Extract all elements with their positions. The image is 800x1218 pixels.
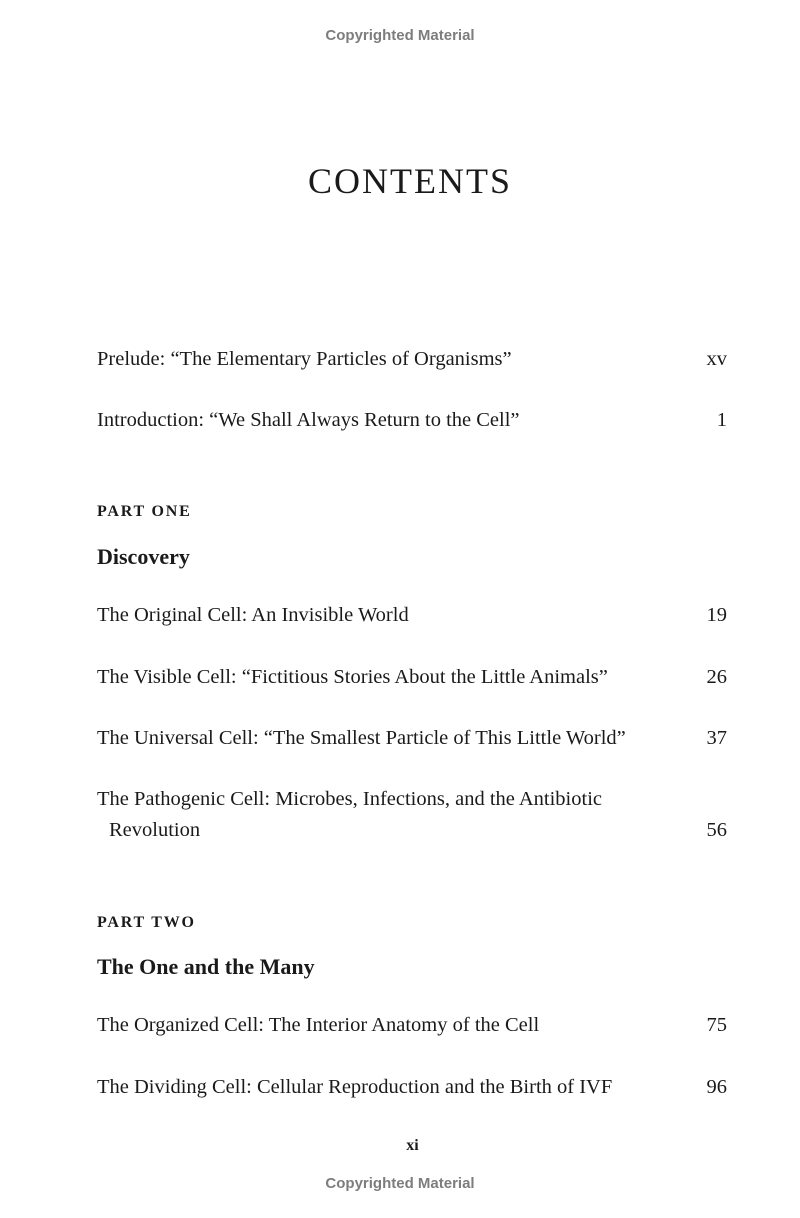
toc-entry-organized-cell[interactable] [97, 1010, 727, 1041]
toc-entry-title: Prelude: “The Elementary Particles of Organisms” [97, 348, 512, 370]
toc-entry-universal-cell[interactable] [97, 723, 727, 754]
toc-entry-page: 56 [706, 819, 727, 841]
part-two-label: PART TWO [97, 914, 196, 931]
part-two-title: The One and the Many [97, 954, 315, 979]
toc-entry-page: 96 [706, 1076, 727, 1098]
toc-entry-title: Introduction: “We Shall Always Return to the Cell” [97, 409, 520, 431]
copyright-watermark-top: Copyrighted Material [325, 27, 475, 44]
toc-entry-title: The Visible Cell: “Fictitious Stories About the Little Animals” [97, 666, 608, 688]
page-title: CONTENTS [308, 161, 512, 202]
toc-entry-page: 37 [706, 727, 727, 749]
part-one-title: Discovery [97, 544, 190, 569]
toc-entry-original-cell[interactable] [97, 600, 727, 631]
part-one-label: PART ONE [97, 503, 192, 520]
toc-entry-title: The Universal Cell: “The Smallest Particle of This Little World” [97, 727, 626, 749]
toc-entry-title: The Organized Cell: The Interior Anatomy of the Cell [97, 1014, 540, 1036]
toc-entry-title: The Pathogenic Cell: Microbes, Infections, and the Antibiotic [97, 788, 602, 810]
copyright-watermark-bottom: Copyrighted Material [325, 1175, 475, 1192]
page-number: xi [406, 1137, 419, 1154]
toc-entry-visible-cell[interactable] [97, 662, 727, 693]
toc-entry-introduction[interactable] [97, 405, 727, 436]
toc-entry-page: 19 [706, 604, 727, 626]
toc-entry-page: xv [706, 348, 727, 370]
toc-entry-pathogenic-cell[interactable] [97, 784, 727, 846]
toc-entry-page: 26 [706, 666, 727, 688]
toc-entry-title: The Dividing Cell: Cellular Reproduction and the Birth of IVF [97, 1076, 613, 1098]
toc-entry-page: 75 [706, 1014, 727, 1036]
toc-entry-dividing-cell[interactable] [97, 1072, 727, 1103]
toc-entry-title-continuation: Revolution [109, 819, 201, 841]
toc-entry-title: The Original Cell: An Invisible World [97, 604, 409, 626]
toc-entry-page: 1 [716, 409, 727, 431]
toc-entry-prelude[interactable] [97, 344, 727, 375]
